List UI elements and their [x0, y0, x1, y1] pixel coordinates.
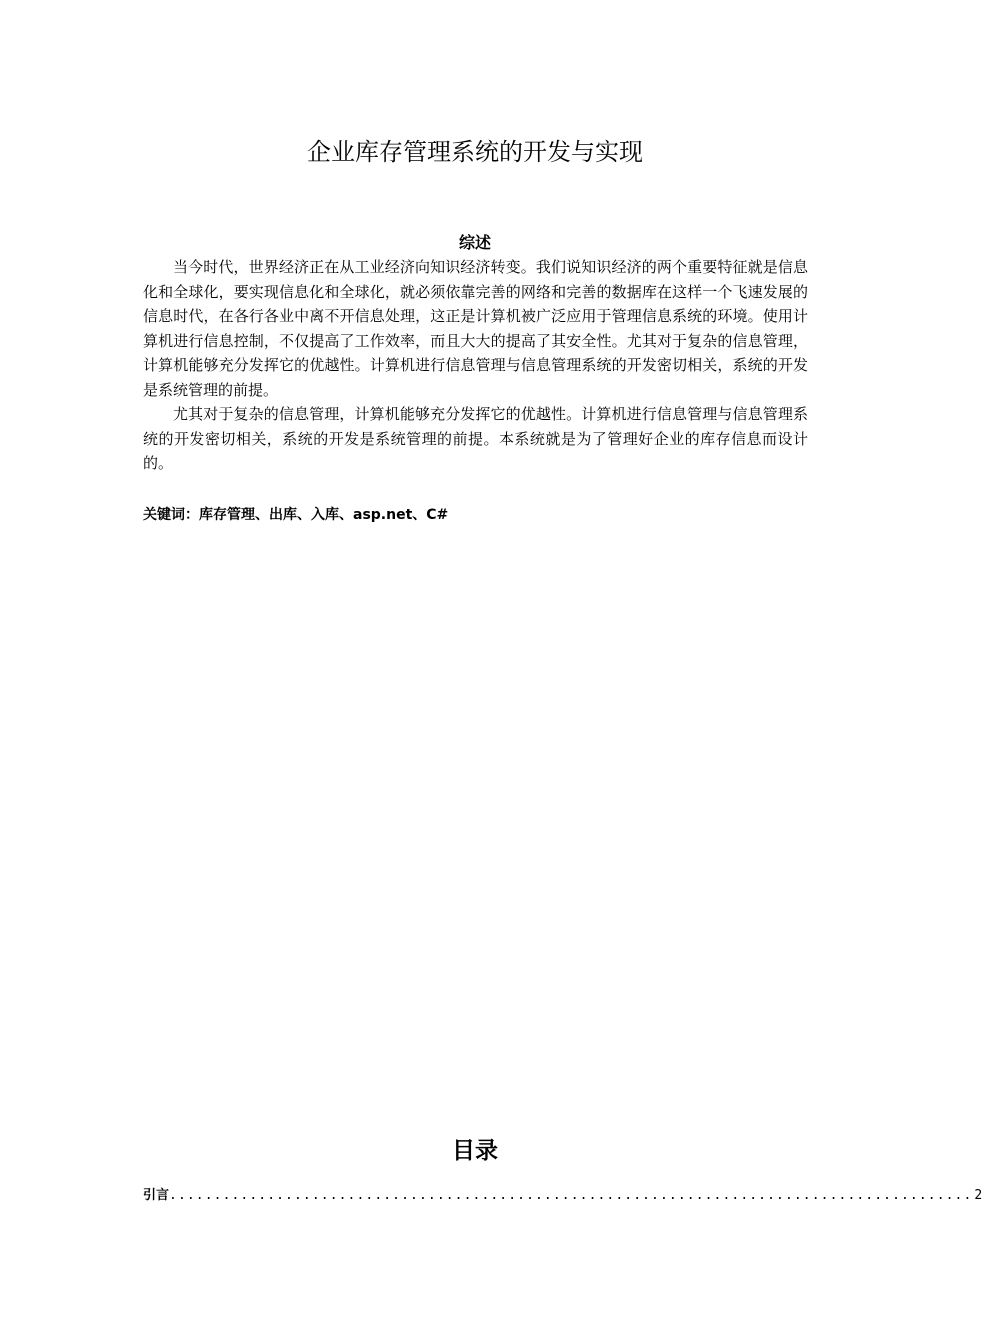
document-title: 企业库存管理系统的开发与实现 [307, 138, 643, 166]
toc-entry-leader: .......................................................................................... [169, 1188, 973, 1203]
toc-entry-page-number: 2 [974, 1188, 982, 1203]
keywords-line: 关键词：库存管理、出库、入库、asp.net、C# [143, 507, 449, 523]
toc-entry-label[interactable]: 引言 [143, 1188, 170, 1203]
abstract-paragraph-1: 当今时代，世界经济正在从工业经济向知识经济转变。我们说知识经济的两个重要特征就是信息化和全球化，要实现信息化和全球化，就必须依靠完善的网络和完善的数据库在这样一个飞速发展的信息时代，在各行各业中离不开信息处理，这正是计算机被广泛应用于管理信息系统的环境。使用计算机进行信息控制，不仅提高了工作效率，而且大大的提高了其安全性。尤其对于复杂的信息管理，计算机能够充分发挥它的优越性。计算机进行信息管理与信息管理系统的开发密切相关，系统的开发是系统管理的前提。 [143, 258, 808, 399]
toc-entry[interactable] [143, 1184, 982, 1208]
abstract-heading: 综述 [458, 233, 491, 252]
abstract-body [143, 255, 808, 476]
abstract-paragraph-2: 尤其对于复杂的信息管理，计算机能够充分发挥它的优越性。计算机进行信息管理与信息管理系统的开发密切相关，系统的开发是系统管理的前提。本系统就是为了管理好企业的库存信息而设计的。 [143, 405, 808, 472]
toc-heading: 目录 [452, 1138, 498, 1164]
